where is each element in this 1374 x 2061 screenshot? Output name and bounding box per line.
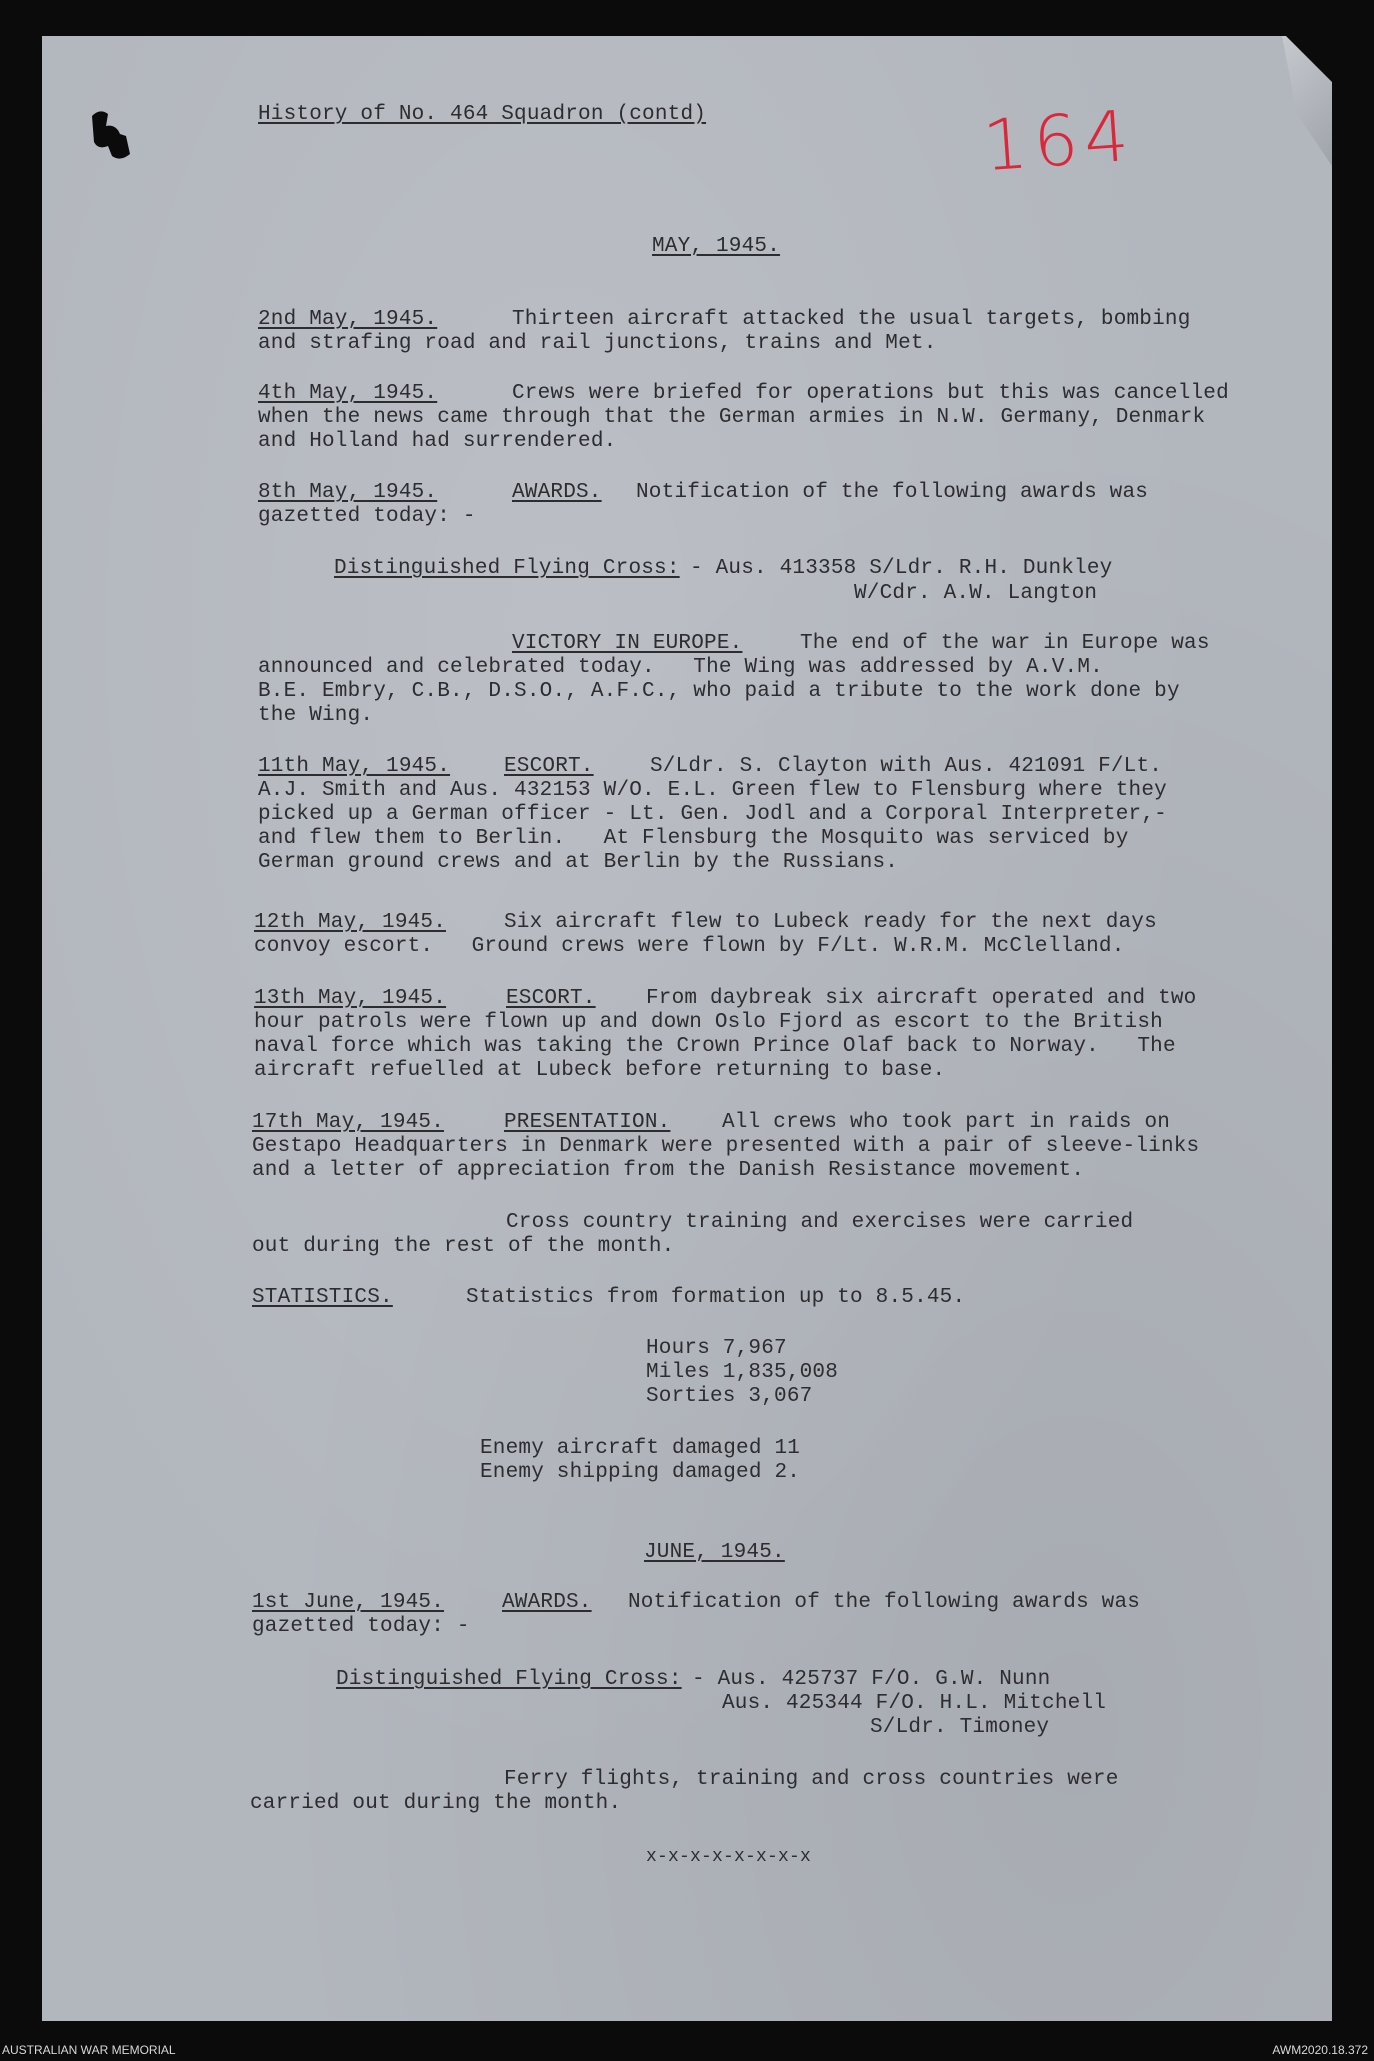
may12-date: 12th May, 1945.: [254, 911, 447, 934]
dfc2-award1: - Aus. 425737 F/O. G.W. Nunn: [692, 1668, 1051, 1691]
ve-line3: B.E. Embry, C.B., D.S.O., A.F.C., who paid a tribute to the work done by: [258, 680, 1180, 703]
may13-line3: naval force which was taking the Crown Prince Olaf back to Norway. The: [254, 1035, 1176, 1058]
may12-line2: convoy escort. Ground crews were flown by F/Lt. W.R.M. McClelland.: [254, 935, 1125, 958]
may4-line3: and Holland had surrendered.: [258, 430, 617, 453]
may11-line5: German ground crews and at Berlin by the Russians.: [258, 851, 899, 874]
may13-tag: ESCORT.: [506, 987, 596, 1010]
ve-line4: the Wing.: [258, 704, 374, 727]
ve-tag: VICTORY IN EUROPE.: [512, 632, 743, 655]
may17-line1: All crews who took part in raids on: [722, 1111, 1171, 1134]
may4-line1: Crews were briefed for operations but this was cancelled: [512, 382, 1229, 405]
may11-line4: and flew them to Berlin. At Flensburg the Mosquito was serviced by: [258, 827, 1129, 850]
ferry-line1: Ferry flights, training and cross countries were: [504, 1768, 1119, 1791]
footer-source: AUSTRALIAN WAR MEMORIAL: [2, 2043, 176, 2057]
cross-line2: out during the rest of the month.: [252, 1235, 675, 1258]
torn-corner: [1286, 36, 1332, 82]
may8-line2: gazetted today: -: [258, 505, 476, 528]
stats-tag: STATISTICS.: [252, 1286, 393, 1309]
may2-date: 2nd May, 1945.: [258, 308, 438, 331]
stats-shipping: Enemy shipping damaged 2.: [480, 1461, 801, 1484]
may-heading: MAY, 1945.: [652, 235, 781, 258]
document-header: History of No. 464 Squadron (contd): [258, 103, 707, 126]
june1-date: 1st June, 1945.: [252, 1591, 445, 1614]
may17-line2: Gestapo Headquarters in Denmark were presented with a pair of sleeve-links: [252, 1135, 1200, 1158]
may8-tag: AWARDS.: [512, 481, 602, 504]
may4-date: 4th May, 1945.: [258, 382, 438, 405]
may4-line2: when the news came through that the German armies in N.W. Germany, Denmark: [258, 406, 1206, 429]
june1-line2: gazetted today: -: [252, 1615, 470, 1638]
may13-line4: aircraft refuelled at Lubeck before returning to base.: [254, 1059, 946, 1082]
may17-tag: PRESENTATION.: [504, 1111, 671, 1134]
may11-date: 11th May, 1945.: [258, 755, 451, 778]
june-heading: JUNE, 1945.: [644, 1541, 785, 1564]
dfc2-label: Distinguished Flying Cross:: [336, 1668, 682, 1691]
may11-line1: S/Ldr. S. Clayton with Aus. 421091 F/Lt.: [650, 755, 1163, 778]
dfc2-award3: S/Ldr. Timoney: [870, 1716, 1050, 1739]
ferry-line2: carried out during the month.: [250, 1792, 622, 1815]
may13-date: 13th May, 1945.: [254, 987, 447, 1010]
may12-line1: Six aircraft flew to Lubeck ready for the next days: [504, 911, 1157, 934]
footer-accession: AWM2020.18.372: [1272, 2043, 1368, 2057]
dfc1-award1: - Aus. 413358 S/Ldr. R.H. Dunkley: [690, 557, 1113, 580]
may17-date: 17th May, 1945.: [252, 1111, 445, 1134]
folio-number: 164: [980, 94, 1138, 188]
may8-date: 8th May, 1945.: [258, 481, 438, 504]
punch-hole-tear: [86, 106, 132, 166]
june1-tag: AWARDS.: [502, 1591, 592, 1614]
stats-hours: Hours 7,967: [646, 1337, 787, 1360]
stats-aircraft: Enemy aircraft damaged 11: [480, 1437, 801, 1460]
stats-line1: Statistics from formation up to 8.5.45.: [466, 1286, 966, 1309]
may17-line3: and a letter of appreciation from the Danish Resistance movement.: [252, 1159, 1085, 1182]
may2-line1: Thirteen aircraft attacked the usual targets, bombing: [512, 308, 1191, 331]
cross-line1: Cross country training and exercises were carried: [506, 1211, 1134, 1234]
ve-line1: The end of the war in Europe was: [800, 632, 1210, 655]
dfc1-award2: W/Cdr. A.W. Langton: [854, 582, 1098, 605]
may11-tag: ESCORT.: [504, 755, 594, 778]
stats-miles: Miles 1,835,008: [646, 1361, 839, 1384]
end-mark: x-x-x-x-x-x-x-x: [646, 1847, 812, 1867]
may11-line3: picked up a German officer - Lt. Gen. Jodl and a Corporal Interpreter,-: [258, 803, 1167, 826]
may13-line2: hour patrols were flown up and down Oslo Fjord as escort to the British: [254, 1011, 1163, 1034]
ve-line2: announced and celebrated today. The Wing was addressed by A.V.M.: [258, 656, 1103, 679]
may2-line2: and strafing road and rail junctions, trains and Met.: [258, 332, 937, 355]
stats-sorties: Sorties 3,067: [646, 1385, 813, 1408]
dfc1-label: Distinguished Flying Cross:: [334, 557, 680, 580]
may11-line2: A.J. Smith and Aus. 432153 W/O. E.L. Green flew to Flensburg where they: [258, 779, 1167, 802]
dfc2-award2: Aus. 425344 F/O. H.L. Mitchell: [722, 1692, 1107, 1715]
may13-line1: From daybreak six aircraft operated and two: [646, 987, 1197, 1010]
june1-line1: Notification of the following awards was: [628, 1591, 1141, 1614]
may8-line1: Notification of the following awards was: [636, 481, 1149, 504]
